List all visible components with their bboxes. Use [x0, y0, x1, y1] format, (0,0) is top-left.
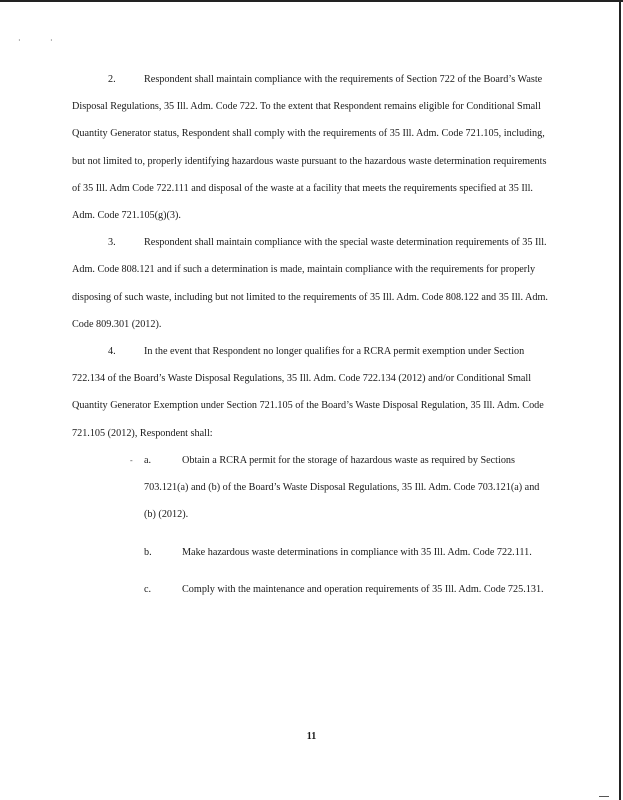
subitem-a: [144, 447, 548, 529]
page-number: 11: [306, 731, 317, 742]
page-top-edge: [0, 0, 623, 2]
paragraph-number: 3.: [108, 237, 116, 249]
page-right-edge: [619, 0, 621, 800]
paragraph-2: [72, 66, 548, 229]
subitem-letter: a.: [144, 454, 152, 466]
document-body: [72, 66, 548, 613]
subitem-b: [144, 539, 548, 566]
scan-artifact-mark: ·: [50, 36, 53, 45]
paragraph-text: In the event that Respondent no longer qualifies for a RCRA permit exemption under Section 722.134 of the Board’s Waste Disposal Regulations, 35 Ill. Adm. Code 722.134 (2012) and/or Conditional Small Quantity Generator Exemption under Section 721.105 of the Board’s Waste Disposal Regulation, 35 Ill. Adm. Code 721.105 (2012), Respondent shall:: [72, 346, 544, 439]
paragraph-3: [72, 229, 548, 338]
subitem-text: Obtain a RCRA permit for the storage of hazardous waste as required by Sections 703.121(a) and (b) of the Board’s Waste Disposal Regulations, 35 Ill. Adm. Code 703.121(a) and (b) (2012).: [144, 454, 540, 521]
subitem-text: Make hazardous waste determinations in compliance with 35 Ill. Adm. Code 722.111.: [182, 546, 532, 558]
subitem-letter: c.: [144, 584, 152, 596]
scan-artifact-mark: ·: [18, 36, 21, 45]
paragraph-4: [72, 338, 548, 447]
scan-artifact-line: [599, 796, 609, 797]
paragraph-number: 4.: [108, 346, 116, 358]
subitem-letter: b.: [144, 546, 152, 558]
paragraph-text: Respondent shall maintain compliance with the requirements of Section 722 of the Board’s Waste Disposal Regulations, 35 Ill. Adm. Code 722. To the extent that Respondent remains eligible for Conditional Small Quantity Generator status, Respondent shall comply with the requirements of 35 Ill. Adm. Code 721.105, including, but not limited to, properly identifying hazardous waste pursuant to the hazardous waste determination requirements of 35 Ill. Adm Code 722.111 and disposal of the waste at a facility that meets the requirements specified at 35 Ill. Adm. Code 721.105(g)(3).: [72, 74, 547, 222]
paragraph-number: 2.: [108, 74, 116, 85]
subitem-text: Comply with the maintenance and operation requirements of 35 Ill. Adm. Code 725.131.: [182, 584, 544, 596]
subitem-c: [144, 576, 548, 603]
paragraph-text: Respondent shall maintain compliance with the special waste determination requirements of 35 Ill. Adm. Code 808.121 and if such a determination is made, maintain compliance with the requirements for properly disposing of such waste, including but not limited to the requirements of 35 Ill. Adm. Code 808.122 and 35 Ill. Adm. Code 809.301 (2012).: [72, 237, 548, 330]
